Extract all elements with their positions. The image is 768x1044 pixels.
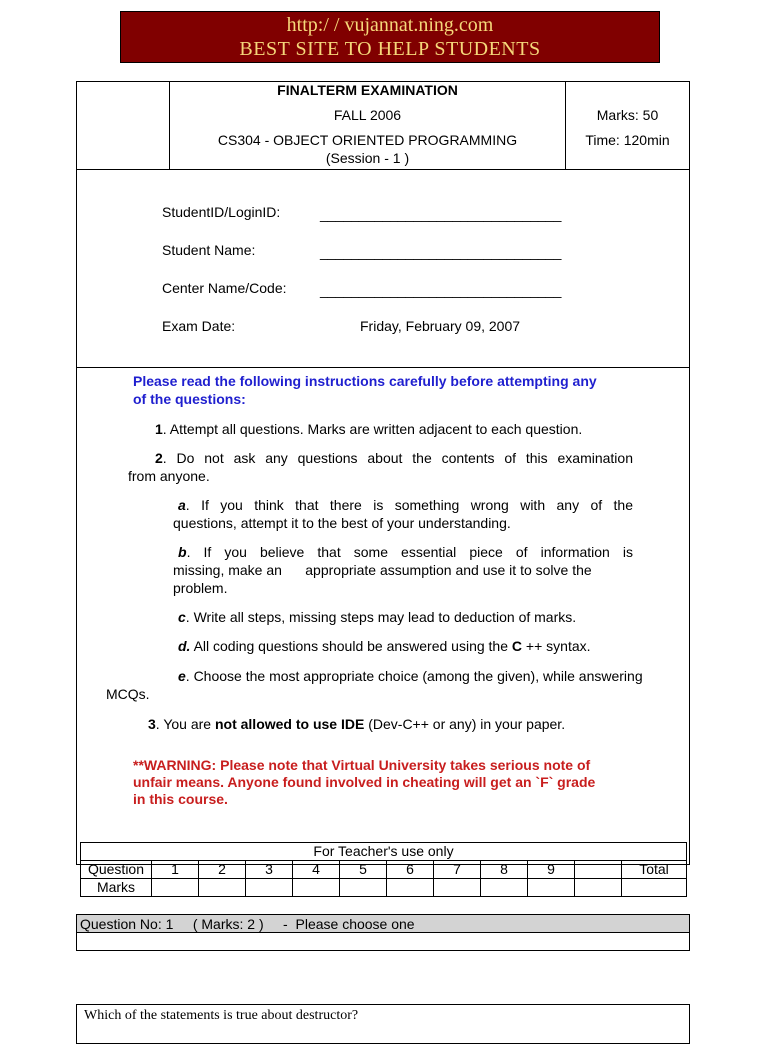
marks-cell[interactable] <box>199 879 246 897</box>
header-bottom-rule <box>76 169 690 170</box>
instruction-a-text: . If you think that there is something wrong with any of the <box>185 497 633 513</box>
question-header-bar <box>76 914 690 933</box>
instruction-c <box>178 609 576 626</box>
teacher-col-9: 9 <box>528 861 575 879</box>
teacher-col-3: 3 <box>246 861 293 879</box>
teacher-col-total: Total <box>622 861 687 879</box>
instruction-3-pre: . You are <box>155 716 215 732</box>
question-header-text: Question No: 1 ( Marks: 2 ) - Please choose one <box>80 916 415 932</box>
banner-tagline: BEST SITE TO HELP STUDENTS <box>239 38 541 60</box>
instruction-a-letter: a <box>178 497 186 513</box>
marks-cell[interactable] <box>293 879 340 897</box>
question-box <box>76 1004 690 1044</box>
marks-cell[interactable] <box>340 879 387 897</box>
instruction-a-cont: questions, attempt it to the best of your understanding. <box>173 515 511 531</box>
instruction-b-letter: b <box>178 544 187 560</box>
teacher-table-caption: For Teacher's use only <box>81 843 687 861</box>
teacher-col-5: 5 <box>340 861 387 879</box>
instruction-b-cont2: problem. <box>173 580 228 596</box>
instruction-e-cont: MCQs. <box>106 686 150 702</box>
marks-cell[interactable] <box>528 879 575 897</box>
header-divider-right <box>565 81 566 170</box>
info-bottom-rule <box>76 367 690 368</box>
instruction-2-cont: from anyone. <box>128 468 210 484</box>
student-name-label: Student Name: <box>162 242 256 258</box>
teacher-col-7: 7 <box>434 861 481 879</box>
instruction-3-number: 3 <box>148 716 156 732</box>
course-title: CS304 - OBJECT ORIENTED PROGRAMMING <box>217 132 518 148</box>
instruction-2-text: . Do not ask any questions about the contents of this examination <box>162 450 633 466</box>
time-allowed: Time: 120min <box>585 132 670 148</box>
instruction-1-text: . Attempt all questions. Marks are written adjacent to each question. <box>162 421 583 437</box>
question-text: Which of the statements is true about destructor? <box>84 1008 359 1023</box>
marks-cell[interactable] <box>575 879 622 897</box>
exam-date-value: Friday, February 09, 2007 <box>360 318 521 334</box>
exam-date-label: Exam Date: <box>162 318 236 334</box>
instruction-3 <box>148 716 565 733</box>
marks-cell[interactable] <box>246 879 293 897</box>
instruction-2 <box>155 450 633 467</box>
instruction-e-letter: e <box>178 668 186 684</box>
instruction-1 <box>155 421 582 438</box>
instruction-c-letter: c <box>178 609 186 625</box>
student-id-field[interactable]: _______________________________ <box>320 206 562 222</box>
warning-line-2: unfair means. Anyone found involved in cheating will get an `F` grade <box>133 774 596 790</box>
instruction-2-number: 2 <box>155 450 163 466</box>
instruction-d <box>178 638 591 655</box>
instruction-d-text-post: ++ syntax. <box>522 638 591 654</box>
marks-cell[interactable] <box>152 879 199 897</box>
instruction-d-c: C <box>511 638 523 654</box>
session-label: (Session - 1 ) <box>325 150 410 166</box>
instruction-3-bold: not allowed to use IDE <box>214 716 365 732</box>
instruction-c-text: . Write all steps, missing steps may lead to deduction of marks. <box>185 609 577 625</box>
instruction-d-text-pre: All coding questions should be answered using the <box>190 638 512 654</box>
exam-term: FALL 2006 <box>333 107 402 123</box>
marks-cell[interactable] <box>481 879 528 897</box>
instructions-heading-1: Please read the following instructions carefully before attempting any <box>133 373 597 389</box>
instruction-b-text: . If you believe that some essential piece of information is <box>186 544 633 560</box>
banner-url[interactable]: http:/ / vujannat.ning.com <box>286 14 494 36</box>
center-code-field[interactable]: _______________________________ <box>320 282 562 298</box>
center-code-label: Center Name/Code: <box>162 280 287 296</box>
teacher-col-blank <box>575 861 622 879</box>
teacher-col-6: 6 <box>387 861 434 879</box>
exam-title: FINALTERM EXAMINATION <box>277 82 458 98</box>
warning-line-1: **WARNING: Please note that Virtual University takes serious note of <box>133 757 591 773</box>
instruction-3-post: (Dev-C++ or any) in your paper. <box>364 716 566 732</box>
teacher-col-4: 4 <box>293 861 340 879</box>
instruction-e-text: . Choose the most appropriate choice (among the given), while answering <box>185 668 643 684</box>
instruction-1-number: 1 <box>155 421 163 437</box>
instruction-e <box>178 668 643 685</box>
teacher-col-2: 2 <box>199 861 246 879</box>
instruction-b <box>178 544 633 561</box>
instructions-heading-2: of the questions: <box>133 391 246 407</box>
instruction-a <box>178 497 633 514</box>
marks-cell-total[interactable] <box>622 879 687 897</box>
teacher-row-label-question: Question <box>81 861 152 879</box>
teacher-row-label-marks: Marks <box>81 879 152 897</box>
marks-total: Marks: 50 <box>596 107 659 123</box>
teacher-col-1: 1 <box>152 861 199 879</box>
teacher-col-8: 8 <box>481 861 528 879</box>
student-name-field[interactable]: _______________________________ <box>320 244 562 260</box>
instruction-d-letter: d. <box>178 638 191 654</box>
marks-cell[interactable] <box>434 879 481 897</box>
warning-line-3: in this course. <box>133 791 228 807</box>
instruction-b-cont: missing, make an appropriate assumption and use it to solve the <box>173 562 592 578</box>
question-answer-row[interactable] <box>76 932 690 951</box>
site-banner <box>120 11 660 63</box>
student-id-label: StudentID/LoginID: <box>162 204 281 220</box>
teacher-use-table <box>80 842 687 897</box>
marks-cell[interactable] <box>387 879 434 897</box>
